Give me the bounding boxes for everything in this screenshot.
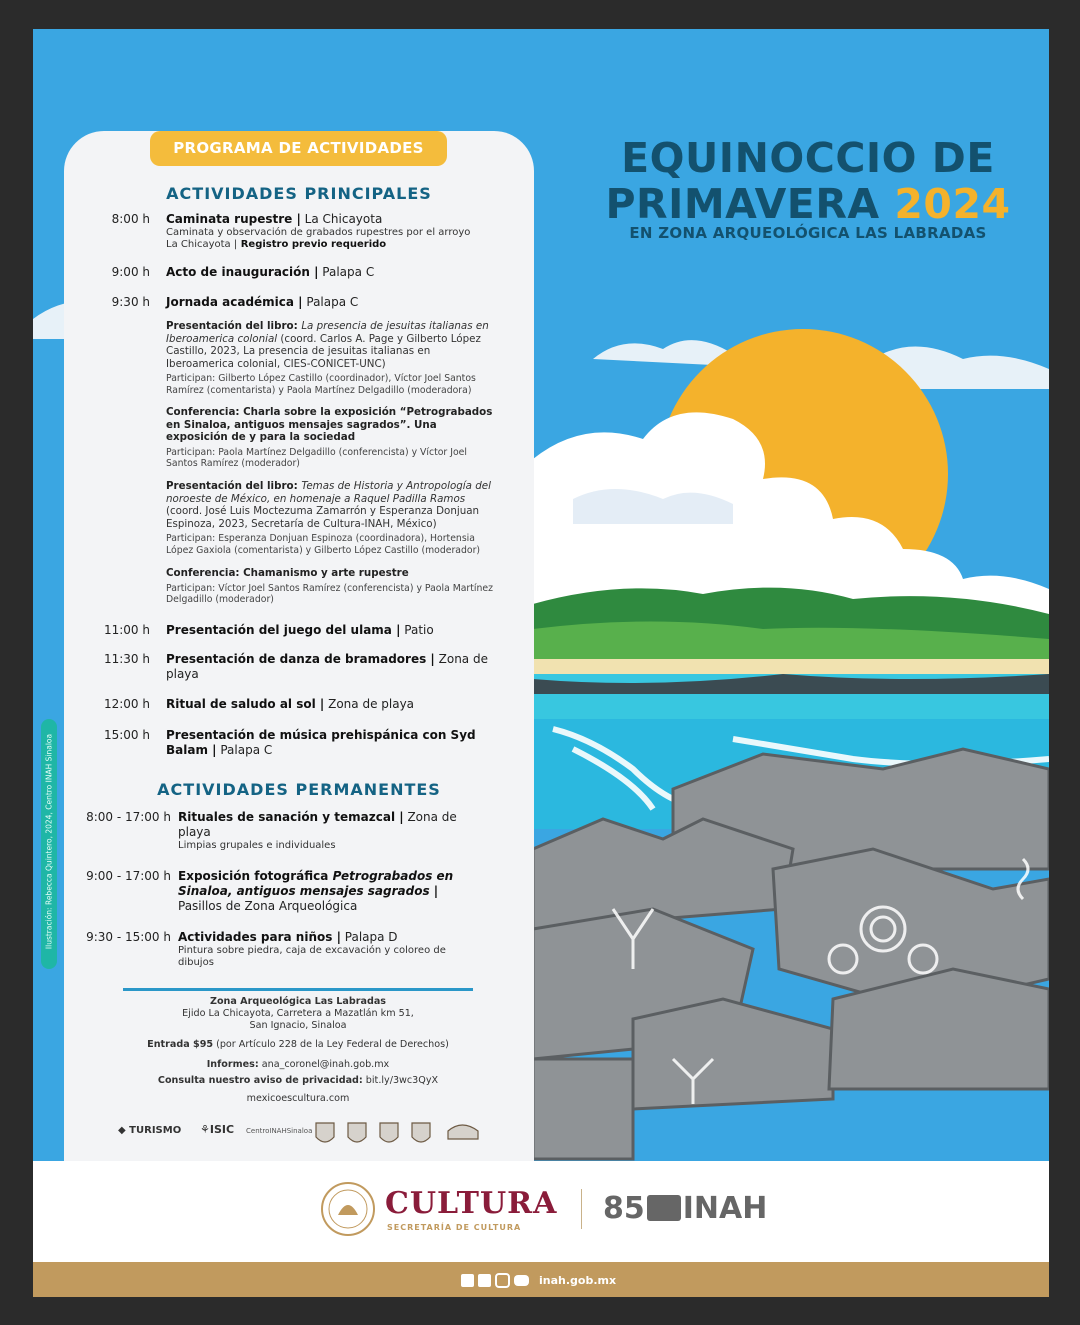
site-link[interactable]: inah.gob.mx (539, 1273, 617, 1287)
turismo-logo: ◆ TURISMO (118, 1125, 182, 1136)
cultura-wordmark: CULTURA (385, 1186, 558, 1221)
title-line-1: EQUINOCCIO DE (621, 134, 995, 182)
section-permanentes: ACTIVIDADES PERMANENTES (157, 780, 441, 799)
brand-divider (581, 1189, 582, 1229)
privacidad-info: Consulta nuestro aviso de privacidad: bit.ly/3wc3QyX (157, 1075, 439, 1086)
informes-info: Informes: ana_coronel@inah.gob.mx (206, 1059, 390, 1070)
twitter-icon[interactable] (478, 1274, 491, 1287)
cultura-subtitle: SECRETARÍA DE CULTURA (387, 1223, 522, 1232)
jornada-item: Conferencia: Charla sobre la exposición “Petrograbados en Sinaloa, antiguos mensajes sagrados”. Una exposición de y para la sociedad Participan: Paola Martínez Delgadillo (conferencista) y Víctor Joel Santos Ramírez (moderador) (166, 406, 493, 469)
title-line-2: PRIMAVERA 2024 (605, 180, 1011, 228)
program-pill: PROGRAMA DE ACTIVIDADES (150, 131, 447, 166)
divider (123, 988, 473, 991)
entrada-info: Entrada $95 (por Artículo 228 de la Ley Federal de Derechos) (147, 1039, 449, 1050)
jornada-item: Presentación del libro: La presencia de jesuitas italianas en Iberoamerica colonial (coord. Carlos A. Page y Gilberto López Castillo, 2023, La presencia de jesuitas italianas en Iberoamerica colonial, CIES-CONICET-UNC) Participan: Gilberto López Castillo (coordinador), Víctor Joel Santos Ramírez (comentarista) y Paola Martínez Delgadillo (moderadora) (166, 320, 489, 396)
inah-85-logo: 85 INAH (603, 1191, 768, 1226)
isic-logo: ⚘ISIC (200, 1123, 235, 1136)
jornada-item: Presentación del libro: Temas de Historia y Antropología del noroeste de México, en homenaje a Raquel Padilla Ramos (coord. José Luis Moctezuma Zamarrón y Esperanza Donjuan Espinoza, 2023, Secretaría de Cultura-INAH, México) Participan: Esperanza Donjuan Espinoza (coordinadora), Hortensia López Gaxiola (comentarista) y Gilberto López Castillo (moderador) (166, 480, 491, 556)
youtube-icon[interactable] (514, 1275, 529, 1286)
brand-bar (33, 1161, 1049, 1262)
web-link[interactable]: mexicoescultura.com (246, 1093, 350, 1104)
event-subtitle: EN ZONA ARQUEOLÓGICA LAS LABRADAS (629, 224, 987, 242)
social-bar (33, 1262, 1049, 1297)
venue-info: Zona Arqueológica Las Labradas Ejido La Chicayota, Carretera a Mazatlán km 51, San Ignacio, Sinaloa (182, 996, 414, 1031)
sponsor-logos (118, 1119, 488, 1149)
event-title (593, 135, 1023, 227)
facebook-icon[interactable] (461, 1274, 474, 1287)
title-year: 2024 (894, 180, 1011, 228)
jornada-item: Conferencia: Chamanismo y arte rupestre Participan: Víctor Joel Santos Ramírez (conferencista) y Paola Martínez Delgadillo (moderador) (166, 567, 493, 605)
centro-inah-logo: CentroINAHSinaloa (246, 1127, 313, 1135)
coat-of-arms-icon (320, 1181, 376, 1237)
poster: Ilustración: Rebecca Quintero, 2024, Centro INAH Sinaloa PROGRAMA DE ACTIVIDADES EQUINOCCIO DE PRIMAVERA 2024 EN ZONA ARQUEOLÓGICA LAS LABRADAS ACTIVIDADES PRINCIPALES 8:00 h Caminata rupestre | La Chicayota Caminata y observación de grabados rupestres por el arroyo La Chicayota | Registro previo requerido 9:00 h Acto de inauguración | Palapa C 9:30 h Jornada académica | Palapa C Presentación del libro: La presencia de jesuitas italianas en Iberoamerica colonial (coord. Carlos A. Page y Gilberto López Castillo, 2023, La presencia de jesuitas italianas en Iberoamerica colonial, CIES-CONICET-UNC) Participan: Gilberto López Castillo (coordinador), Víctor Joel Santos Ramírez (comentarista) y Paola Martínez Delgadillo (moderadora) Conferencia: Charla sobre la exposición “Petrograbados en Sinaloa, antiguos mensajes sagrados”. Una exposición de y para la sociedad Participan: Paola Martínez Delgadillo (conferencista) y Víctor Joel Santos Ramírez (moderador) Presentación del libro: Temas de Historia y Antropología del noroeste de México, en homenaje a Raquel Padilla Ramos (coord. José Luis Moctezuma Zamarrón y Esperanza Donjuan Espinoza, 2023, Secretaría de Cultura-INAH, México) Participan: Esperanza Donjuan Espinoza (coordinadora), Hortensia López Gaxiola (comentarista) y Gilberto López Castillo (moderador) Conferencia: Chamanismo y arte rupestre Participan: Víctor Joel Santos Ramírez (conferencista) y Paola Martínez Delgadillo (moderador) 11:00 h Presentación del juego del ulama | Patio 11:30 h Presentación de danza de bramadores | Zona de playa 12:00 h Ritual de saludo al sol | Zona de playa 15:00 h Presentación de música prehispánica con Syd Balam | Palapa C ACTIVIDADES PERMANENTES 8:00 - 17:00 h Rituales de sanación y temazcal | Zona de playa Limpias grupales e individuales 9:00 - 17:00 h Exposición fotográfica Petrograbados en Sinaloa, antiguos mensajes sagrados | Pasillos de Zona Arqueológica 9:30 - 15:00 h Actividades para niños | Palapa D Pintura sobre piedra, caja de excavación y coloreo de dibujos Zona Arqueológica Las Labradas Ejido La Chicayota, Carretera a Mazatlán km 51, San Ignacio, Sinaloa Entrada $95 (por Artículo 228 de la Ley Federal de Derechos) Informes: ana_coronel@inah.gob.mx Consulta nuestro aviso de privacidad: bit.ly/3wc3QyX mexicoescultura.com ◆ TURISMO ⚘ISIC CentroINAHSinaloa CULTURA SECRETARÍA DE CULTURA 85 INAH inah.gob.mx (33, 29, 1049, 1297)
municipal-seals-icon (308, 1119, 488, 1149)
instagram-icon[interactable] (495, 1273, 510, 1288)
credit-strip (41, 719, 57, 969)
inah-emblem-icon (647, 1195, 681, 1221)
illustration-credit: Ilustración: Rebecca Quintero, 2024, Centro INAH Sinaloa (44, 733, 54, 950)
section-principales: ACTIVIDADES PRINCIPALES (166, 184, 432, 203)
